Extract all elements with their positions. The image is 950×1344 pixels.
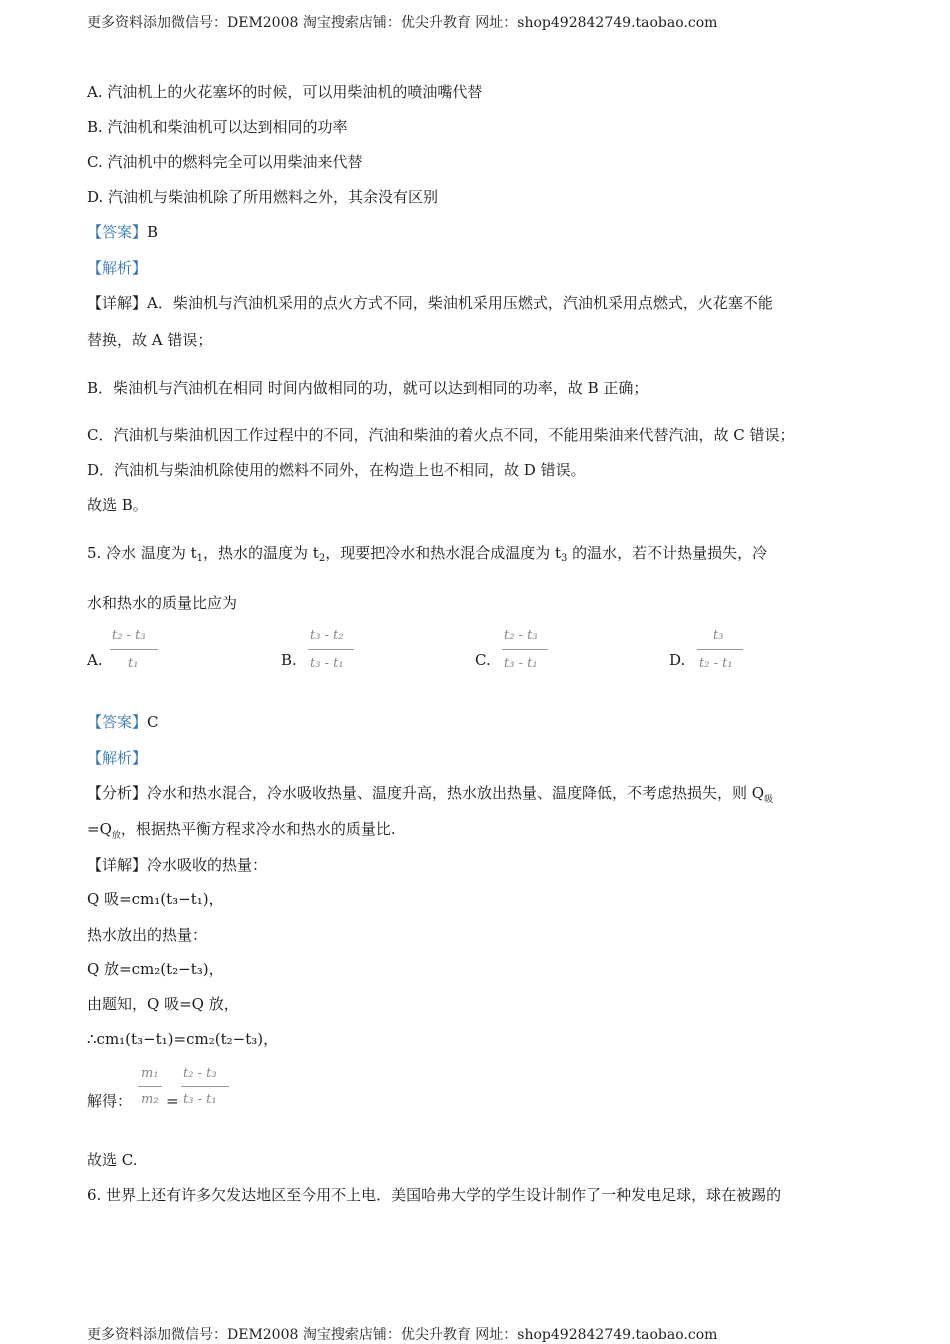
q5-solve-rhs-fraction [181,1064,231,1114]
q4-option-b: B. 汽油机和柴油机可以达到相同的功率 [87,118,348,136]
fraction-numerator: t₂ - t₃ [183,1066,217,1081]
q5-option-d-fraction [697,626,747,676]
q5-option-a-fraction [110,626,160,676]
q5-solve-equals: = [166,1092,179,1110]
page-header: 更多资料添加微信号：DEM2008 淘宝搜索店铺：优尖升教育 网址：shop492842749.taobao.com [87,15,718,31]
q5-equation-1: Q 吸=cm₁(t₃−t₁)， [87,890,224,908]
fraction-denominator: t₃ - t₁ [504,656,538,671]
q5-analysis-tag: 【解析】 [87,749,148,767]
q5-option-c-label: C. [475,651,491,669]
q5-stem-line1: 5. 冷水 温度为 $t_1$，热水的温度为 $t_2$，现要把冷水和热水混合成温度为 $t_3$ 的温水，若不计热量损失，冷 [87,544,768,564]
q5-stem-line2: 水和热水的质量比应为 [87,594,238,612]
q5-option-d-label: D. [669,651,686,669]
fraction-numerator: t₂ - t₃ [112,628,146,643]
q4-detail-line5: D．汽油机与柴油机除使用的燃料不同外，在构造上也不相同，故 D 错误。 [87,461,586,479]
q5-answer-line [87,712,159,732]
q5-equation-2: Q 放=cm₂(t₂−t₃)， [87,960,224,978]
q4-detail-line2: 替换，故 A 错误； [87,331,213,349]
q5-option-c-fraction [502,626,552,676]
q5-analysis-line2: $=Q_放$，根据热平衡方程求冷水和热水的质量比. [87,820,396,841]
fraction-denominator: t₃ - t₁ [310,656,344,671]
q4-conclusion: 故选 B。 [87,496,148,514]
q5-equation-3: ∴cm₁(t₃−t₁)=cm₂(t₂−t₃)， [87,1030,279,1048]
q5-solve-label: 解得： [87,1092,133,1110]
fraction-numerator: t₃ - t₂ [310,628,344,643]
fraction-denominator: t₂ - t₁ [699,656,733,671]
q5-analysis-line1: 【分析】冷水和热水混合，冷水吸收热量、温度升高，热水放出热量、温度降低，不考虑热损失，则 $Q_吸$ [87,784,774,805]
q4-option-c: C. 汽油机中的燃料完全可以用柴油来代替 [87,153,363,171]
page-footer: 更多资料添加微信号：DEM2008 淘宝搜索店铺：优尖升教育 网址：shop492842749.taobao.com [87,1327,718,1343]
q4-detail-line3: B．柴油机与汽油机在相同 时间内做相同的功，就可以达到相同的功率，故 B 正确； [87,379,649,397]
q4-analysis-tag: 【解析】 [87,259,148,277]
q4-answer: B [147,223,159,241]
fraction-denominator: m₂ [141,1092,159,1107]
fraction-numerator: t₃ [713,628,724,643]
q6-stem: 6. 世界上还有许多欠发达地区至今用不上电．美国哈弗大学的学生设计制作了一种发电足球，球在被踢的 [87,1186,782,1204]
q4-detail-line1: 【详解】A．柴油机与汽油机采用的点火方式不同，柴油机采用压燃式，汽油机采用点燃式，火花塞不能 [87,294,773,312]
fraction-denominator: t₁ [128,656,139,671]
q5-detail-head: 【详解】冷水吸收的热量： [87,856,268,874]
fraction-numerator: t₂ - t₃ [504,628,538,643]
q5-option-b-label: B. [281,651,297,669]
fraction-numerator: m₁ [141,1066,159,1081]
answer-tag: 【答案】 [87,713,148,731]
q5-option-b-fraction [308,626,358,676]
q5-hot-head: 热水放出的热量： [87,926,208,944]
q5-given: 由题知，Q 吸=Q 放， [87,995,239,1013]
q5-option-a-label: A. [87,651,103,669]
q4-detail-line4: C．汽油机与柴油机因工作过程中的不同，汽油和柴油的着火点不同，不能用柴油来代替汽油，故 C 错误； [87,426,795,444]
q5-conclusion: 故选 C. [87,1151,138,1169]
answer-tag: 【答案】 [87,223,148,241]
q4-option-a: A. 汽油机上的火花塞坏的时候，可以用柴油机的喷油嘴代替 [87,83,483,101]
q4-answer-line [87,222,158,242]
q5-answer: C [147,713,159,731]
q5-solve-lhs-fraction [138,1064,168,1114]
fraction-denominator: t₃ - t₁ [183,1092,217,1107]
q4-option-d: D. 汽油机与柴油机除了所用燃料之外，其余没有区别 [87,188,439,206]
